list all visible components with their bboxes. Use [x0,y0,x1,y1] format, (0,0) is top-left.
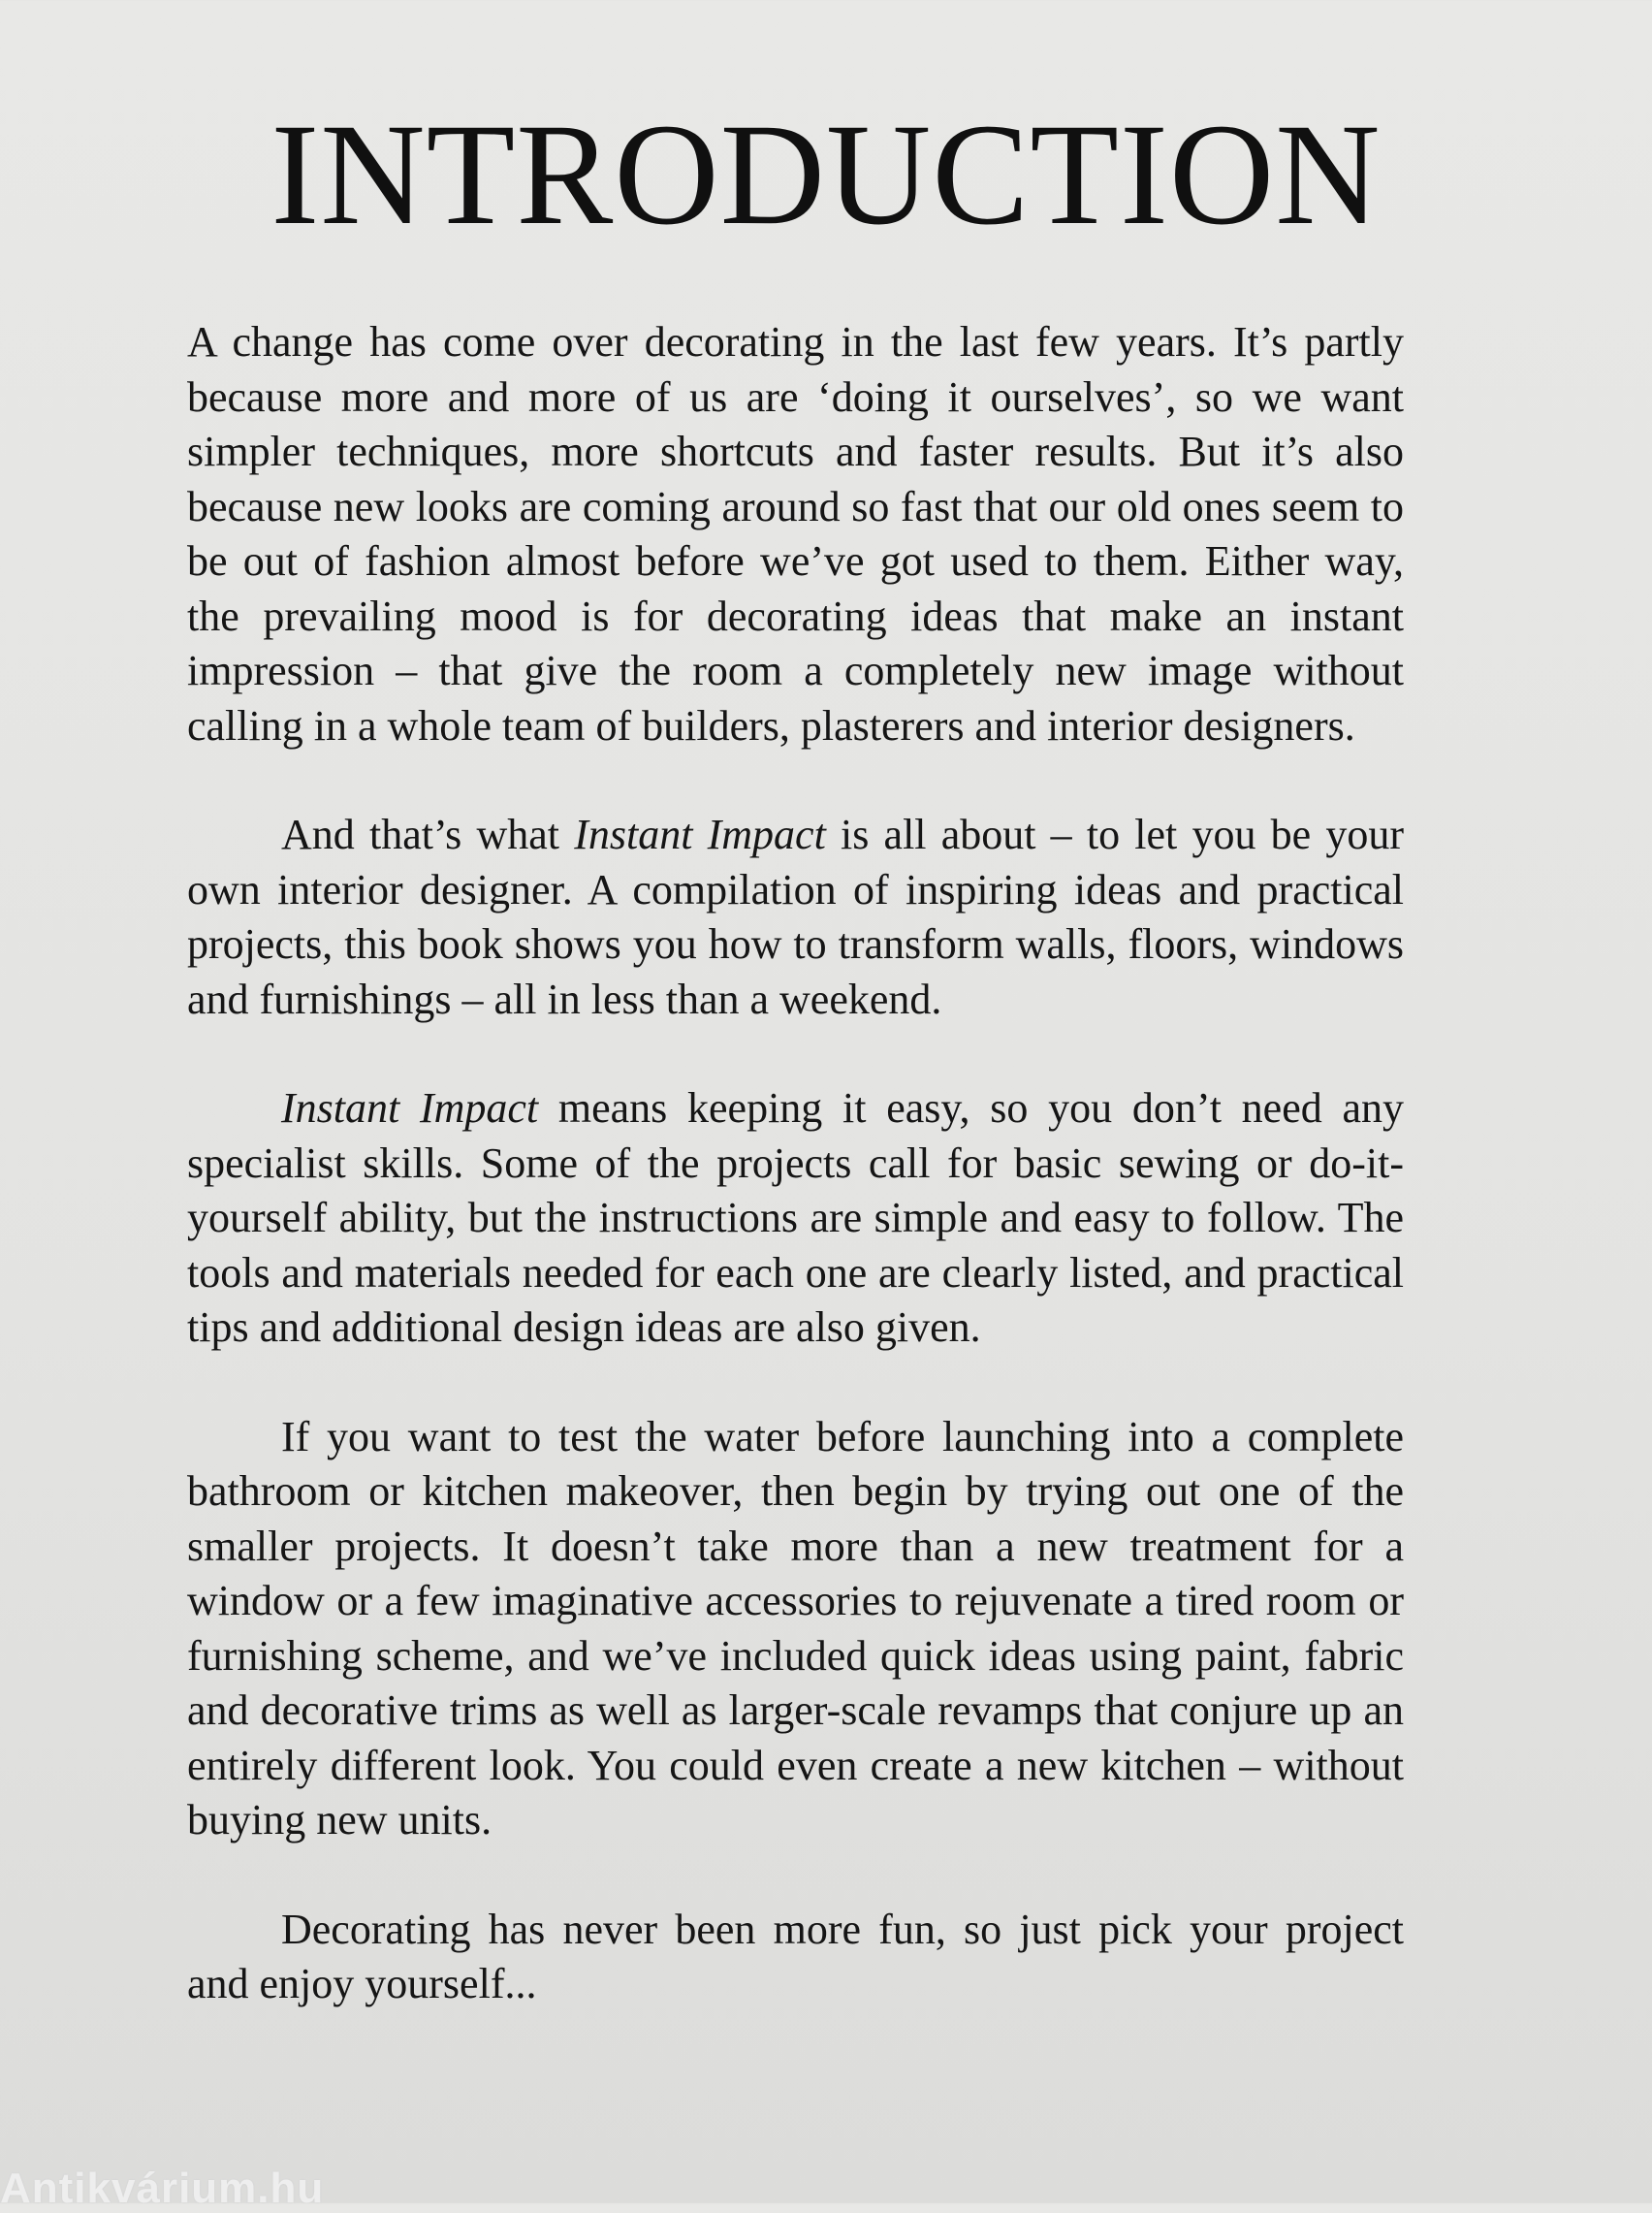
paragraph-2 [187,808,1404,1027]
paragraph-1: A change has come over decorating in the last few years. It’s partly because more and more of us are ‘doing it ourselves’, so we want simpler techniques, more shortcuts and faster results. But it’s also because new looks are coming around so fast that our old ones seem to be out of fashion almost before we’ve got used to them. Either way, the prevailing mood is for decorating ideas that make an instant impression – that give the room a completely new image without calling in a whole team of builders, plasterers and interior designers. [187,318,1404,750]
paragraph-2-before: And that’s what [281,811,575,858]
page-title: INTRODUCTION [270,94,1382,255]
paragraph-2-after: is all about – to let you be your own interior designer. A compilation of inspiring ideas and practical projects, this book shows you how to transform walls, floors, windows and furnishings – all in less than a weekend. [187,811,1405,1023]
paragraph-3-book-title: Instant Impact [281,1084,539,1132]
watermark: Antikvárium.hu [0,2165,325,2212]
introduction-body [187,315,1404,2067]
paragraph-2-book-title: Instant Impact [574,811,826,858]
paragraph-5: Decorating has never been more fun, so just pick your project and enjoy yourself... [187,1905,1404,2007]
paragraph-3 [187,1081,1404,1356]
paragraph-3-after: means keeping it easy, so you don’t need any specialist skills. Some of the projects call for basic sewing or do-it-yourself ability, but the instructions are simple and easy to follow. The tools and materials needed for each one are clearly listed, and practical tips and additional design ideas are also given. [187,1084,1404,1351]
paragraph-4: If you want to test the water before launching into a complete bathroom or kitchen makeover, then begin by trying out one of the smaller projects. It doesn’t take more than a new treatment for a window or a few imaginative accessories to rejuvenate a tired room or furnishing scheme, and we’ve included quick ideas using paint, fabric and decorative trims as well as larger-scale revamps that conjure up an entirely different look. You could even create a new kitchen – without buying new units. [187,1412,1404,1844]
